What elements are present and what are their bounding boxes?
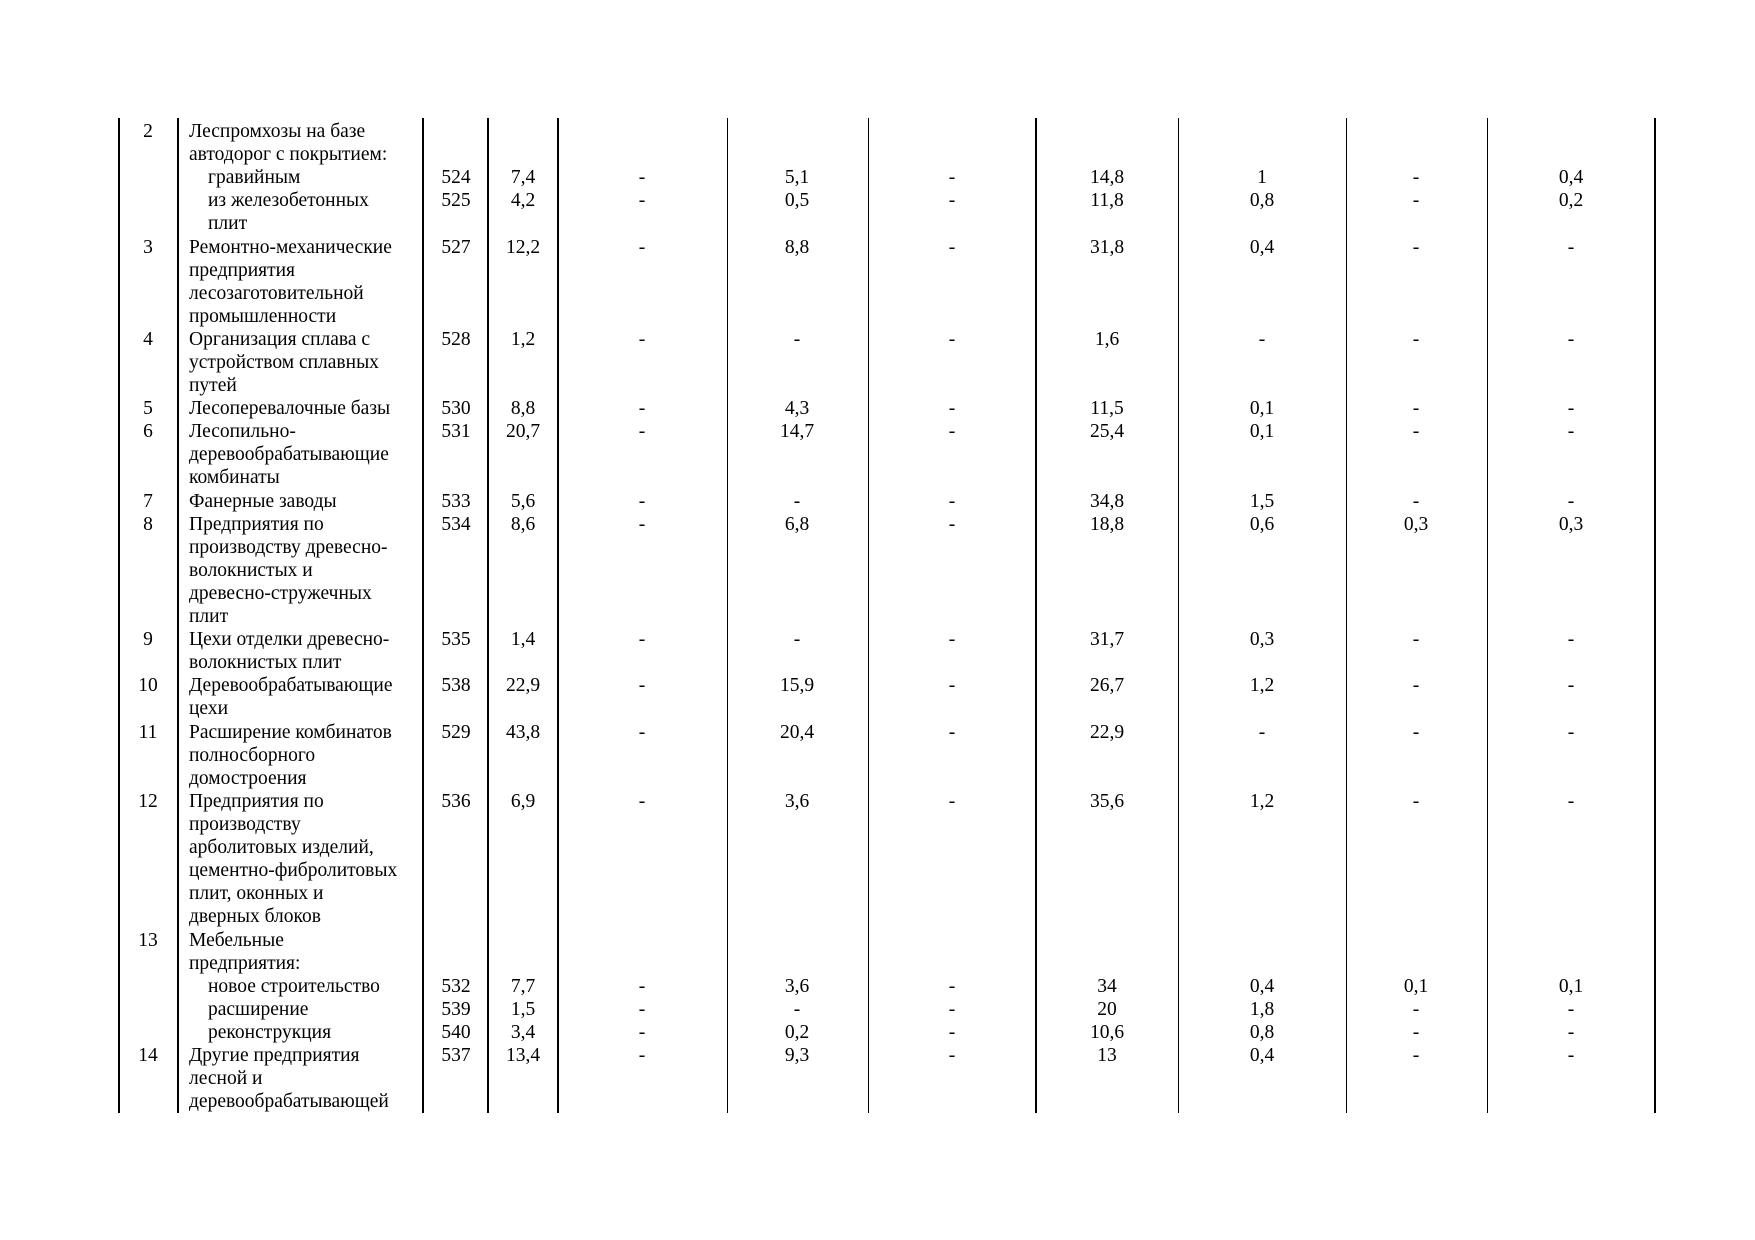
value-cell: 20,4 <box>779 721 815 743</box>
row-name-line: древесно-стружечных <box>189 582 372 604</box>
value-cell: 535 <box>441 629 471 651</box>
value-cell: - <box>1412 721 1420 743</box>
value-cell: 0,1 <box>1249 398 1275 420</box>
value-cell: - <box>948 790 956 812</box>
value-cell: - <box>638 190 646 212</box>
value-cell: 527 <box>441 236 471 258</box>
column-border <box>118 118 120 1113</box>
value-cell: - <box>948 328 956 350</box>
value-cell: 1,2 <box>510 328 536 350</box>
value-cell: - <box>1567 629 1575 651</box>
column-border <box>727 118 728 1113</box>
value-cell: - <box>1412 998 1420 1020</box>
column-border <box>177 118 179 1113</box>
value-cell: - <box>1412 490 1420 512</box>
column-border <box>1654 118 1656 1113</box>
value-cell: - <box>1412 629 1420 651</box>
value-cell: - <box>793 328 801 350</box>
value-cell: 0,2 <box>1558 190 1584 212</box>
value-cell: 22,9 <box>1089 721 1125 743</box>
value-cell: - <box>1567 1045 1575 1066</box>
value-cell: - <box>948 190 956 212</box>
row-name-line: Фанерные заводы <box>189 490 337 512</box>
row-name-line: промышленности <box>189 305 337 327</box>
value-cell: - <box>1412 190 1420 212</box>
row-name <box>189 397 390 420</box>
row-number: 4 <box>143 328 153 350</box>
row-name-line: домостроения <box>189 767 307 789</box>
value-cell: - <box>638 675 646 697</box>
value-cell: - <box>638 490 646 512</box>
value-cell: - <box>1567 998 1575 1020</box>
value-cell: 1,8 <box>1249 998 1275 1020</box>
value-cell: 3,6 <box>784 975 810 997</box>
value-cell: - <box>1412 675 1420 697</box>
row-name <box>189 120 387 166</box>
row-name-line: Расширение комбинатов <box>189 721 392 743</box>
value-cell: - <box>948 513 956 535</box>
value-cell: - <box>948 675 956 697</box>
row-name <box>189 1044 389 1113</box>
row-number: 2 <box>143 121 153 142</box>
row-name-line: полносборного <box>189 744 316 766</box>
column-border <box>487 118 489 1113</box>
value-cell: - <box>948 236 956 258</box>
value-cell: 10,6 <box>1089 1021 1125 1043</box>
value-cell: - <box>638 421 646 443</box>
value-cell: 6,9 <box>510 790 536 812</box>
row-number: 13 <box>138 929 158 951</box>
value-cell: 12,2 <box>505 236 541 258</box>
row-name <box>189 998 308 1021</box>
row-name <box>189 721 392 790</box>
row-name-line: плит <box>208 213 248 235</box>
row-name-line: комбинаты <box>189 467 280 489</box>
value-cell: - <box>793 629 801 651</box>
value-cell: 8,8 <box>784 236 810 258</box>
value-cell: 5,6 <box>510 490 536 512</box>
row-name <box>189 166 300 189</box>
row-number: 7 <box>143 490 153 512</box>
value-cell: 15,9 <box>779 675 815 697</box>
row-name <box>189 929 300 975</box>
value-cell: - <box>793 998 801 1020</box>
row-name-line: производству древесно- <box>189 536 388 558</box>
value-cell: - <box>1258 721 1266 743</box>
value-cell: 20 <box>1097 998 1117 1020</box>
value-cell: 537 <box>441 1045 471 1066</box>
value-cell: - <box>793 490 801 512</box>
value-cell: 532 <box>441 975 471 997</box>
value-cell: - <box>948 975 956 997</box>
value-cell: 3,4 <box>510 1021 536 1043</box>
value-cell: - <box>948 1045 956 1066</box>
value-cell: - <box>638 790 646 812</box>
row-name-line: Лесоперевалочные базы <box>189 398 391 420</box>
row-name-line: лесной и <box>189 1068 263 1089</box>
value-cell: 22,9 <box>505 675 541 697</box>
row-number: 11 <box>138 721 158 743</box>
value-cell: - <box>1412 790 1420 812</box>
row-name-line: плит <box>189 605 229 627</box>
value-cell: 11,5 <box>1090 398 1124 420</box>
value-cell: - <box>638 513 646 535</box>
value-cell: - <box>638 998 646 1020</box>
value-cell: 31,7 <box>1089 629 1125 651</box>
value-cell: - <box>1412 1021 1420 1043</box>
value-cell: 5,1 <box>784 167 810 189</box>
value-cell: - <box>638 167 646 189</box>
row-name-line: автодорог с покрытием: <box>189 144 388 165</box>
value-cell: 0,5 <box>784 190 810 212</box>
row-name <box>189 674 392 720</box>
value-cell: - <box>1567 236 1575 258</box>
column-border <box>422 118 424 1113</box>
value-cell: - <box>1412 398 1420 420</box>
row-name <box>189 189 369 235</box>
value-cell: 18,8 <box>1089 513 1125 535</box>
row-name-line: реконструкция <box>208 1021 332 1043</box>
value-cell: - <box>638 975 646 997</box>
value-cell: 528 <box>441 328 471 350</box>
row-number: 14 <box>138 1045 158 1066</box>
value-cell: - <box>948 398 956 420</box>
value-cell: - <box>638 1045 646 1066</box>
value-cell: 540 <box>441 1021 471 1043</box>
column-border <box>1346 118 1347 1113</box>
row-name-line: устройством сплавных <box>189 351 379 373</box>
column-border <box>1035 118 1037 1113</box>
column-border <box>1487 118 1488 1113</box>
value-cell: - <box>948 167 956 189</box>
value-cell: 7,7 <box>510 975 536 997</box>
row-name <box>189 490 337 513</box>
value-cell: - <box>1567 721 1575 743</box>
value-cell: 34 <box>1097 975 1117 997</box>
row-name <box>189 975 380 998</box>
value-cell: - <box>1258 328 1266 350</box>
value-cell: 8,6 <box>510 513 536 535</box>
value-cell: - <box>1567 398 1575 420</box>
value-cell: - <box>948 721 956 743</box>
row-name-line: арболитовых изделий, <box>189 836 374 858</box>
value-cell: 539 <box>441 998 471 1020</box>
value-cell: 0,4 <box>1249 975 1275 997</box>
value-cell: 525 <box>441 190 471 212</box>
row-name-line: Организация сплава с <box>189 328 371 350</box>
row-number: 10 <box>138 675 158 697</box>
value-cell: 1,2 <box>1249 790 1275 812</box>
value-cell: - <box>638 1021 646 1043</box>
row-name-line: волокнистых и <box>189 559 313 581</box>
row-name-line: Цехи отделки древесно- <box>189 629 390 651</box>
value-cell: - <box>638 236 646 258</box>
row-name-line: расширение <box>208 998 309 1020</box>
row-name-line: цементно-фибролитовых <box>189 859 398 881</box>
row-number: 3 <box>143 236 153 258</box>
value-cell: 1,5 <box>1249 490 1275 512</box>
value-cell: 25,4 <box>1089 421 1125 443</box>
value-cell: 0,4 <box>1249 1045 1275 1066</box>
row-number: 5 <box>143 398 153 420</box>
value-cell: - <box>638 328 646 350</box>
value-cell: 6,8 <box>784 513 810 535</box>
value-cell: 524 <box>441 167 471 189</box>
row-name-line: гравийным <box>208 167 301 189</box>
value-cell: 9,3 <box>784 1045 810 1066</box>
value-cell: 1 <box>1257 167 1267 189</box>
value-cell: - <box>1412 167 1420 189</box>
value-cell: 0,3 <box>1403 513 1429 535</box>
value-cell: - <box>948 998 956 1020</box>
value-cell: 0,1 <box>1403 975 1429 997</box>
value-cell: - <box>948 629 956 651</box>
value-cell: 1,2 <box>1249 675 1275 697</box>
value-cell: - <box>948 421 956 443</box>
row-number: 6 <box>143 421 153 443</box>
row-name-line: производству <box>189 813 301 835</box>
row-name-line: путей <box>189 374 237 396</box>
value-cell: 538 <box>441 675 471 697</box>
row-name-line: лесозаготовительной <box>189 282 364 304</box>
row-number: 8 <box>143 513 153 535</box>
column-border <box>557 118 559 1113</box>
value-cell: 529 <box>441 721 471 743</box>
value-cell: - <box>948 490 956 512</box>
value-cell: - <box>1567 328 1575 350</box>
value-cell: - <box>948 1021 956 1043</box>
value-cell: 8,8 <box>510 398 536 420</box>
value-cell: 1,6 <box>1094 328 1120 350</box>
value-cell: - <box>638 629 646 651</box>
row-number: 9 <box>143 629 153 651</box>
value-cell: - <box>1412 328 1420 350</box>
value-cell: - <box>638 721 646 743</box>
value-cell: 533 <box>441 490 471 512</box>
value-cell: 4,3 <box>784 398 810 420</box>
value-cell: 11,8 <box>1090 190 1124 212</box>
row-name-line: деревообрабатывающей <box>189 1091 389 1112</box>
value-cell: 1,5 <box>510 998 536 1020</box>
row-name <box>189 790 397 928</box>
value-cell: 26,7 <box>1089 675 1125 697</box>
row-name-line: Другие предприятия <box>189 1045 360 1066</box>
row-name-line: Мебельные <box>189 929 284 951</box>
value-cell: 0,6 <box>1249 513 1275 535</box>
row-name <box>189 328 379 397</box>
value-cell: 531 <box>441 421 471 443</box>
value-cell: 13 <box>1097 1045 1117 1066</box>
value-cell: - <box>1412 1045 1420 1066</box>
row-name-line: Леспромхозы на базе <box>189 121 366 142</box>
value-cell: 0,8 <box>1249 190 1275 212</box>
row-name-line: деревообрабатывающие <box>189 444 389 466</box>
value-cell: 7,4 <box>510 167 536 189</box>
row-name <box>189 628 389 674</box>
value-cell: - <box>1567 490 1575 512</box>
row-name-line: цехи <box>189 698 229 720</box>
column-border <box>868 118 869 1113</box>
row-name-line: Лесопильно- <box>189 421 296 443</box>
value-cell: - <box>1412 236 1420 258</box>
value-cell: - <box>1567 790 1575 812</box>
row-name-line: Ремонтно-механические <box>189 236 392 258</box>
value-cell: 0,2 <box>784 1021 810 1043</box>
row-name-line: предприятия: <box>189 952 301 974</box>
row-name-line: плит, оконных и <box>189 882 324 904</box>
value-cell: 530 <box>441 398 471 420</box>
row-name-line: предприятия <box>189 259 296 281</box>
value-cell: 0,8 <box>1249 1021 1275 1043</box>
row-name-line: Предприятия по <box>189 513 324 535</box>
row-name <box>189 1021 331 1044</box>
value-cell: 31,8 <box>1089 236 1125 258</box>
row-name-line: из железобетонных <box>208 190 369 212</box>
value-cell: - <box>1567 1021 1575 1043</box>
value-cell: 4,2 <box>510 190 536 212</box>
value-cell: 534 <box>441 513 471 535</box>
row-name-line: Предприятия по <box>189 790 324 812</box>
value-cell: 0,1 <box>1249 421 1275 443</box>
value-cell: 0,3 <box>1249 629 1275 651</box>
value-cell: - <box>638 398 646 420</box>
value-cell: 20,7 <box>505 421 541 443</box>
value-cell: 1,4 <box>510 629 536 651</box>
value-cell: 3,6 <box>784 790 810 812</box>
value-cell: 43,8 <box>505 721 541 743</box>
row-name-line: новое строительство <box>208 975 380 997</box>
value-cell: 35,6 <box>1089 790 1125 812</box>
row-name-line: Деревообрабатывающие <box>189 675 393 697</box>
value-cell: 0,4 <box>1558 167 1584 189</box>
row-number: 12 <box>138 790 158 812</box>
value-cell: 34,8 <box>1089 490 1125 512</box>
row-name-line: волокнистых плит <box>189 652 342 674</box>
value-cell: 536 <box>441 790 471 812</box>
value-cell: 13,4 <box>505 1045 541 1066</box>
value-cell: 0,3 <box>1558 513 1584 535</box>
value-cell: - <box>1567 675 1575 697</box>
row-name-line: дверных блоков <box>189 905 321 927</box>
row-name <box>189 420 389 489</box>
row-name <box>189 236 392 328</box>
value-cell: 14,8 <box>1089 167 1125 189</box>
value-cell: 0,4 <box>1249 236 1275 258</box>
column-border <box>1178 118 1179 1113</box>
value-cell: 0,1 <box>1558 975 1584 997</box>
row-name <box>189 513 388 628</box>
value-cell: 14,7 <box>779 421 815 443</box>
value-cell: - <box>1412 421 1420 443</box>
value-cell: - <box>1567 421 1575 443</box>
